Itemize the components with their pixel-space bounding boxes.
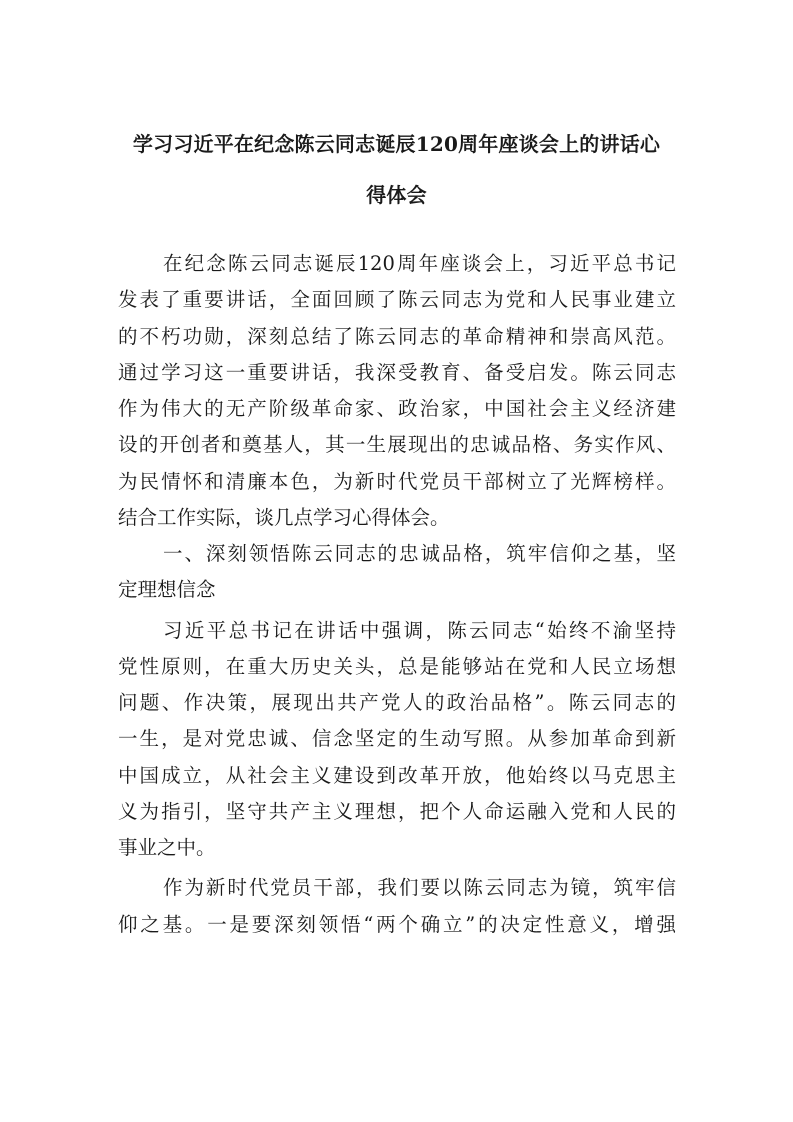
- document-body: [118, 246, 676, 943]
- paragraph-3-line-3: 问题、作决策，展现出共产党人的政治品格”。陈云同志的: [118, 691, 676, 714]
- paragraph-3-line-4: 一生，是对党忠诚、信念坚定的生动写照。从参加革命到新: [118, 727, 676, 751]
- section-heading-line-1: 一、深刻领悟陈云同志的忠诚品格，筑牢信仰之基，坚: [163, 542, 676, 565]
- paragraph-1-line-3: 的不朽功勋，深刻总结了陈云同志的革命精神和崇高风范。: [118, 324, 676, 348]
- paragraph-4-line-2: 仰之基。一是要深刻领悟“两个确立”的决定性意义，增强: [118, 912, 676, 936]
- paragraph-3-line-6: 义为指引，坚守共产主义理想，把个人命运融入党和人民的: [118, 799, 676, 823]
- paragraph-3-line-2: 党性原则，在重大历史关头，总是能够站在党和人民立场想: [118, 654, 676, 678]
- paragraph-1-line-6: 设的开创者和奠基人，其一生展现出的忠诚品格、务实作风、: [118, 433, 676, 457]
- paragraph-4-line-1: 作为新时代党员干部，我们要以陈云同志为镜，筑牢信: [163, 876, 676, 900]
- paragraph-1-line-2: 发表了重要讲话，全面回顾了陈云同志为党和人民事业建立: [118, 288, 676, 312]
- paragraph-1-line-4: 通过学习这一重要讲话，我深受教育、备受启发。陈云同志: [118, 360, 676, 384]
- paragraph-3-line-1: 习近平总书记在讲话中强调，陈云同志“始终不渝坚持: [163, 618, 676, 642]
- paragraph-1-line-8: 结合工作实际，谈几点学习心得体会。: [118, 505, 450, 529]
- document-title-line-1: 学习习近平在纪念陈云同志诞辰120周年座谈会上的讲话心: [132, 132, 661, 156]
- paragraph-3-line-5: 中国成立，从社会主义建设到改革开放，他始终以马克思主: [118, 763, 676, 787]
- paragraph-1-line-1: 在纪念陈云同志诞辰120周年座谈会上，习近平总书记: [163, 252, 676, 275]
- paragraph-1-line-7: 为民情怀和清廉本色，为新时代党员干部树立了光辉榜样。: [118, 469, 676, 493]
- paragraph-3-line-7: 事业之中。: [118, 836, 216, 859]
- document-title-line-2: 得体会: [366, 183, 427, 207]
- section-heading-line-2: 定理想信念: [118, 578, 216, 602]
- paragraph-1-line-5: 作为伟大的无产阶级革命家、政治家，中国社会主义经济建: [118, 397, 676, 420]
